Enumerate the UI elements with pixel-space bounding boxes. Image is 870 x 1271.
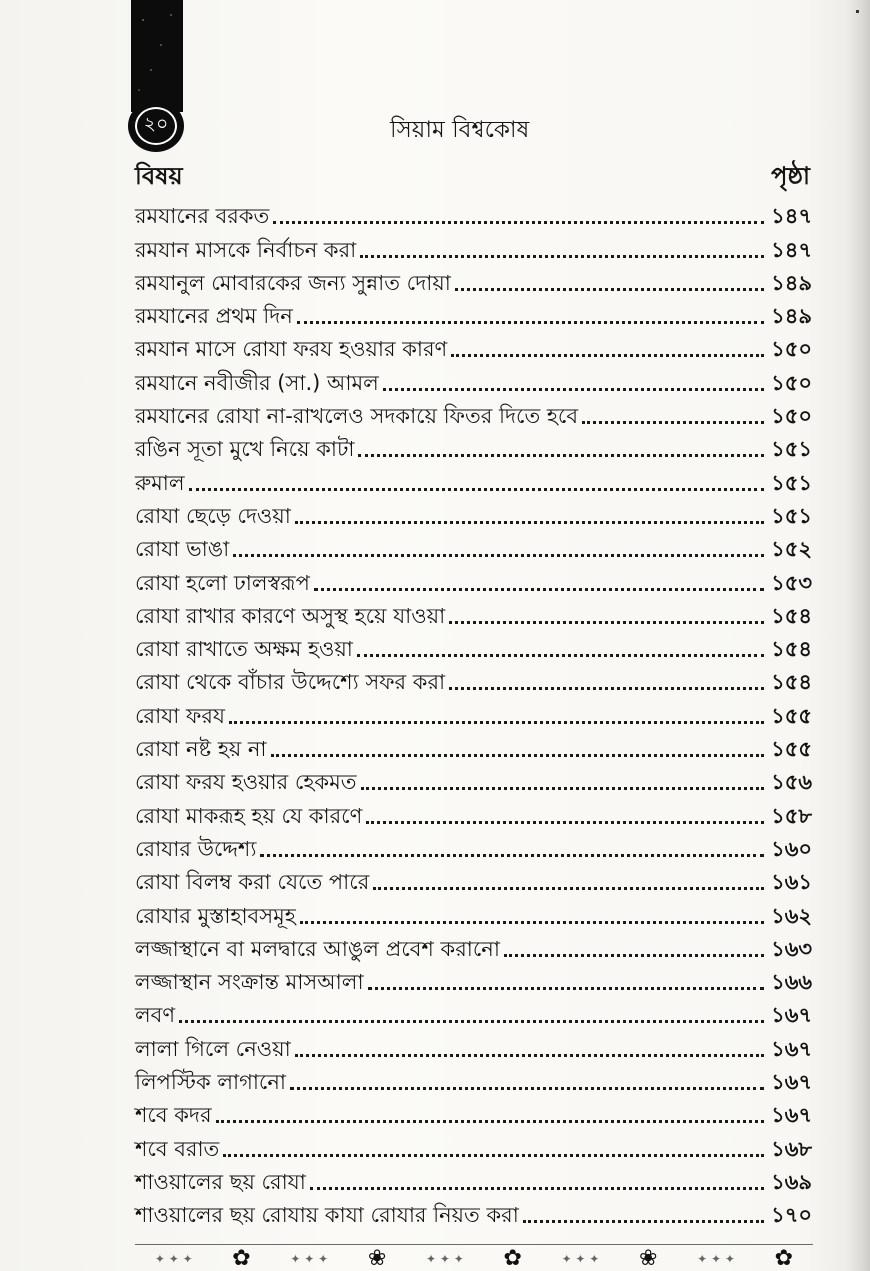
toc-entry[interactable] [135, 864, 812, 897]
toc-entry[interactable] [135, 1164, 812, 1197]
toc-entry[interactable] [135, 1064, 812, 1097]
toc-entry-title: রমযানে নবীজীর (সা.) আমল [135, 370, 379, 395]
toc-entry-title: লবণ [135, 1003, 176, 1028]
toc-entry-title: রোযার উদ্দেশ্য [135, 836, 257, 861]
toc-entry[interactable] [135, 1130, 812, 1163]
toc-entry-page: ১৪৯ [771, 304, 812, 329]
toc-entry-title: রুমাল [135, 470, 185, 495]
dot-ornament-icon: ✦ ✦ ✦ [425, 1251, 464, 1266]
toc-entry-title: রোযা রাখার কারণে অসুস্থ হয়ে যাওয়া [135, 603, 446, 628]
toc-entry[interactable] [135, 1030, 812, 1063]
toc-entry-title: রোযা থেকে বাঁচার উদ্দেশ্যে সফর করা [135, 670, 446, 695]
toc-entry[interactable] [135, 997, 812, 1030]
toc-entry[interactable] [135, 931, 812, 964]
toc-entry[interactable] [135, 198, 812, 231]
flower-ornament-icon: ✿ [774, 1246, 794, 1271]
toc-entry[interactable] [135, 764, 812, 797]
toc-entry-title: রোযা ছেড়ে দেওয়া [135, 503, 291, 528]
toc-entry-title: লজ্জাস্থান সংক্রান্ত মাসআলা [135, 970, 364, 995]
toc-entry-title: রমযান মাসে রোযা ফরয হওয়ার কারণ [135, 337, 448, 362]
toc-entry-page: ১৫৫ [771, 737, 812, 762]
toc-entry-page: ১৫৫ [771, 703, 812, 728]
dot-leader [449, 687, 764, 690]
toc-entry-title: রমযানুল মোবারকের জন্য সুন্নাত দোয়া [135, 270, 451, 295]
dot-leader [449, 621, 764, 624]
flower-ornament-icon: ✿ [503, 1246, 522, 1271]
toc-entry-page: ১৫১ [771, 470, 812, 495]
dot-leader [523, 1220, 764, 1223]
toc-entry[interactable] [135, 797, 812, 830]
flower-ornament-icon: ❀ [639, 1246, 658, 1271]
toc-entry-page: ১৬০ [771, 836, 812, 861]
toc-entry-title: রোযার মুস্তাহাবসমূহ [135, 903, 296, 928]
toc-entry[interactable] [135, 1097, 812, 1130]
toc-entry[interactable] [135, 498, 812, 531]
toc-entry[interactable] [135, 265, 812, 298]
flower-ornament-icon: ✿ [232, 1246, 251, 1271]
toc-entry-page: ১৬৭ [771, 1103, 812, 1128]
dot-leader [361, 787, 764, 790]
dot-leader [366, 821, 764, 824]
toc-entry-title: রোযা রাখাতে অক্ষম হওয়া [135, 637, 353, 662]
dot-leader [295, 1054, 764, 1057]
toc-entry[interactable] [135, 531, 812, 564]
toc-entry[interactable] [135, 731, 812, 764]
dot-leader [273, 221, 764, 224]
dot-leader [233, 554, 764, 557]
toc-entry-page: ১৫৮ [771, 803, 812, 828]
page-number-badge [128, 100, 184, 152]
dot-leader [314, 588, 764, 591]
toc-entry-title: শবে কদর [135, 1103, 212, 1128]
toc-entry-page: ১৫০ [771, 370, 812, 395]
scan-speck [856, 10, 859, 13]
header-tab-strip [131, 0, 183, 112]
toc-entry-page: ১৫০ [771, 337, 812, 362]
toc-entry-title: শাওয়ালের ছয় রোযা [135, 1169, 306, 1194]
toc-entry-title: রমযানের বরকত [135, 204, 270, 229]
dot-ornament-icon: ✦ ✦ ✦ [697, 1251, 735, 1266]
dot-leader [290, 1087, 764, 1090]
footer-ornament-border [135, 1244, 813, 1271]
dot-leader [360, 255, 764, 258]
toc-entry-title: রোযা ভাঙা [135, 537, 230, 562]
page-column-heading: পৃষ্ঠা [771, 162, 810, 190]
toc-entry-page: ১৬৬ [771, 970, 812, 995]
toc-entry-page: ১৫২ [771, 537, 812, 562]
toc-entry[interactable] [135, 897, 812, 930]
dot-leader [271, 754, 764, 757]
dot-ornament-icon: ✦ ✦ ✦ [290, 1251, 329, 1266]
dot-leader [368, 987, 764, 990]
toc-entry-title: রোযা মাকরূহ হয় যে কারণে [135, 803, 363, 828]
dot-leader [358, 454, 764, 457]
toc-entry-page: ১৬৭ [771, 1070, 812, 1095]
dot-leader [451, 354, 764, 357]
toc-entry[interactable] [135, 231, 812, 264]
dot-leader [373, 887, 764, 890]
toc-entry-page: ১৫৪ [771, 637, 812, 662]
dot-leader [455, 288, 764, 291]
toc-entry-title: রোযা নষ্ট হয় না [135, 737, 267, 762]
toc-entry-page: ১৭০ [771, 1203, 812, 1228]
dot-leader [504, 954, 764, 957]
dot-leader [297, 321, 764, 324]
toc-entry-page: ১৫৬ [771, 770, 812, 795]
toc-entry[interactable] [135, 464, 812, 497]
dot-leader [189, 488, 764, 491]
running-title: সিয়াম বিশ্বকোষ [390, 117, 530, 143]
toc-entry[interactable] [135, 598, 812, 631]
toc-entry-title: রোযা ফরয [135, 703, 226, 728]
toc-entry-page: ১৫১ [771, 503, 812, 528]
toc-entry-title: শবে বরাত [135, 1136, 220, 1161]
toc-entry[interactable] [135, 331, 812, 364]
toc-entry-page: ১৬২ [771, 903, 812, 928]
toc-entry-title: রমযানের রোযা না-রাখলেও সদকায়ে ফিতর দিতে হবে [135, 404, 579, 429]
page-number: ২০ [135, 107, 177, 145]
dot-ornament-icon: ✦ ✦ ✦ [561, 1251, 600, 1266]
dot-ornament-icon: ✦ ✦ ✦ [154, 1251, 193, 1266]
dot-leader [229, 721, 764, 724]
toc-entry-title: লালা গিলে নেওয়া [135, 1036, 291, 1061]
toc-entry-page: ১৫৪ [771, 603, 812, 628]
toc-entry-page: ১৬১ [771, 870, 812, 895]
page-edge-shadow [846, 0, 870, 1271]
toc-entry[interactable] [135, 398, 812, 431]
subject-column-heading: বিষয় [135, 162, 183, 190]
dot-leader [383, 388, 764, 391]
toc-entry-title: লিপস্টিক লাগানো [135, 1070, 286, 1095]
dot-leader [357, 654, 764, 657]
dot-leader [223, 1154, 764, 1157]
toc-entry-page: ১৪৭ [771, 237, 812, 262]
dot-leader [300, 921, 764, 924]
toc-entry[interactable] [135, 697, 812, 730]
dot-leader [179, 1020, 764, 1023]
toc-entry-page: ১৬৯ [771, 1169, 812, 1194]
toc-entry-page: ১৫৪ [771, 670, 812, 695]
toc-entry[interactable] [135, 431, 812, 464]
toc-entry-title: রমযান মাসকে নির্বাচন করা [135, 237, 357, 262]
toc-entry[interactable] [135, 664, 812, 697]
toc-entry-title: রঙিন সূতা মুখে নিয়ে কাটা [135, 437, 355, 462]
toc-entry-title: রোযা ফরয হওয়ার হেকমত [135, 770, 357, 795]
dot-leader [582, 421, 764, 424]
dot-leader [295, 521, 764, 524]
toc-entry-title: শাওয়ালের ছয় রোযায় কাযা রোযার নিয়ত করা [135, 1203, 519, 1228]
table-of-contents [135, 198, 812, 1230]
flower-ornament-icon: ❀ [367, 1246, 387, 1271]
dot-leader [216, 1120, 764, 1123]
toc-entry[interactable] [135, 1197, 812, 1230]
dot-leader [310, 1187, 764, 1190]
toc-entry-page: ১৬৩ [771, 936, 812, 961]
toc-entry-page: ১৬৮ [771, 1136, 812, 1161]
toc-entry-title: রমযানের প্রথম দিন [135, 304, 293, 329]
toc-entry[interactable] [135, 364, 812, 397]
toc-entry-page: ১৫১ [771, 437, 812, 462]
dot-leader [260, 854, 764, 857]
toc-entry[interactable] [135, 631, 812, 664]
toc-entry-title: রোযা হলো ঢালস্বরূপ [135, 570, 310, 595]
toc-entry-page: ১৫০ [771, 404, 812, 429]
toc-entry-page: ১৪৯ [771, 270, 812, 295]
toc-entry[interactable] [135, 298, 812, 331]
toc-entry-title: লজ্জাস্থানে বা মলদ্বারে আঙুল প্রবেশ করানো [135, 936, 500, 961]
toc-entry[interactable] [135, 964, 812, 997]
toc-entry-page: ১৫৩ [771, 570, 812, 595]
toc-entry-page: ১৬৭ [771, 1003, 812, 1028]
toc-entry[interactable] [135, 831, 812, 864]
toc-entry-page: ১৪৭ [771, 204, 812, 229]
toc-entry-page: ১৬৭ [771, 1036, 812, 1061]
toc-entry[interactable] [135, 564, 812, 597]
toc-entry-title: রোযা বিলম্ব করা যেতে পারে [135, 870, 370, 895]
